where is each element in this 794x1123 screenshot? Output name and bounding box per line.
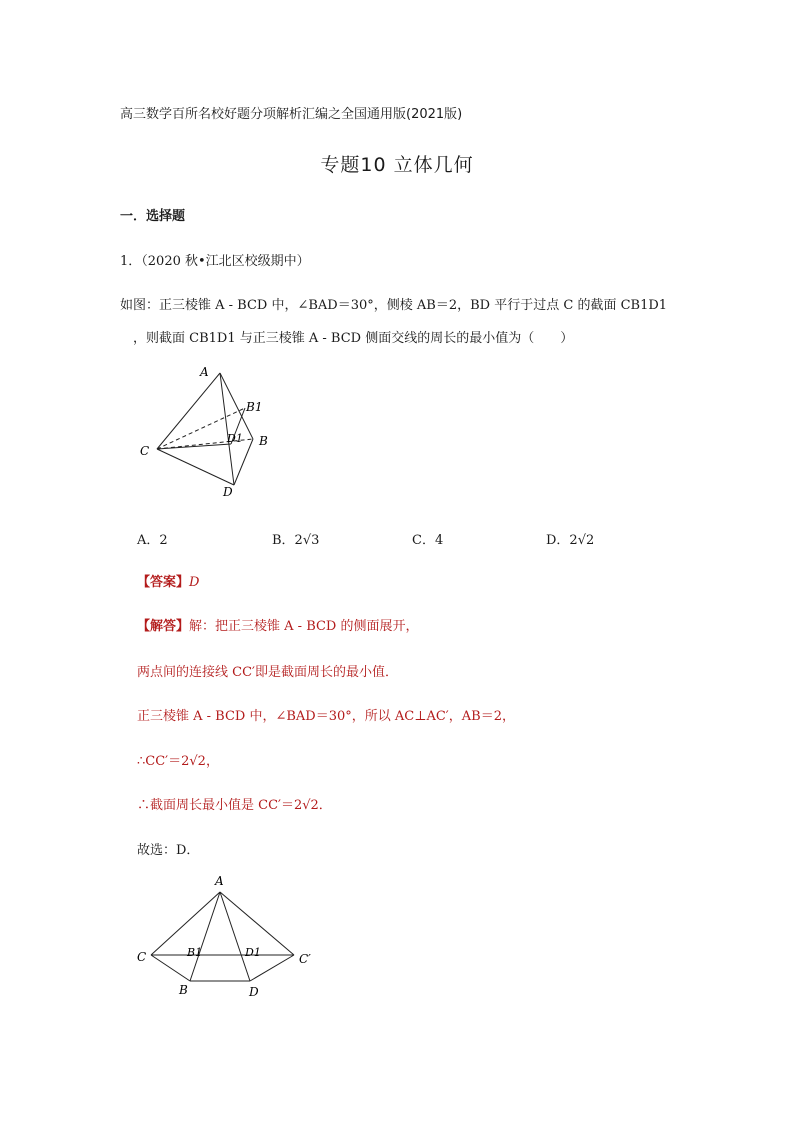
solution-line-3: 正三棱锥 A - BCD 中，∠BAD＝30°，所以 AC⊥AC′，AB＝2，: [137, 709, 515, 724]
solution-line-1: [137, 615, 419, 634]
label-b: B: [259, 434, 268, 448]
label-d: D: [249, 985, 259, 999]
solution-label: 【解答】: [137, 619, 190, 634]
question-number: 1．（2020 秋•江北区校级期中）: [120, 254, 310, 269]
label-a: A: [215, 874, 224, 888]
answer-line: [137, 571, 199, 590]
section-heading: 一．选择题: [120, 209, 186, 224]
solution-line-4: ∴CC′＝2√2，: [137, 754, 219, 769]
option-a: A．2: [137, 533, 168, 548]
label-d1: D1: [227, 432, 243, 445]
option-d: D．2√2: [546, 533, 595, 548]
label-c: C: [137, 950, 147, 964]
label-c: C: [140, 444, 150, 458]
label-b1: B1: [246, 400, 263, 414]
label-d: D: [223, 485, 233, 499]
unfolded-surface-figure: [130, 870, 330, 1002]
answer-label: 【答案】: [137, 575, 190, 590]
solution-line-2: 两点间的连接线 CC′即是截面周长的最小值．: [137, 665, 398, 680]
solution-line-5: ∴截面周长最小值是 CC′＝2√2．: [137, 798, 332, 813]
label-d1: D1: [245, 946, 261, 959]
label-c-prime: C′: [299, 952, 311, 966]
option-c: C．4: [412, 533, 444, 548]
option-b: B．2√3: [272, 533, 320, 548]
page-title: 专题10 立体几何: [320, 154, 474, 176]
solution-line-6: 故选：D．: [137, 843, 200, 858]
tetrahedron-figure: [130, 360, 290, 505]
question-stem-line-2: ，则截面 CB1D1 与正三棱锥 A - BCD 侧面交线的周长的最小值为（ ）: [133, 331, 574, 346]
solution-text-1: 解：把正三棱锥 A - BCD 的侧面展开，: [189, 619, 419, 634]
label-a: A: [200, 365, 209, 379]
label-b1: B1: [187, 946, 203, 959]
answer-value: D: [189, 575, 200, 590]
document-header: 高三数学百所名校好题分项解析汇编之全国通用版(2021版): [120, 107, 463, 122]
label-b: B: [179, 983, 188, 997]
question-stem-line-1: 如图：正三棱锥 A - BCD 中，∠BAD＝30°，侧棱 AB＝2，BD 平行于过点 C 的截面 CB1D1: [120, 298, 668, 313]
